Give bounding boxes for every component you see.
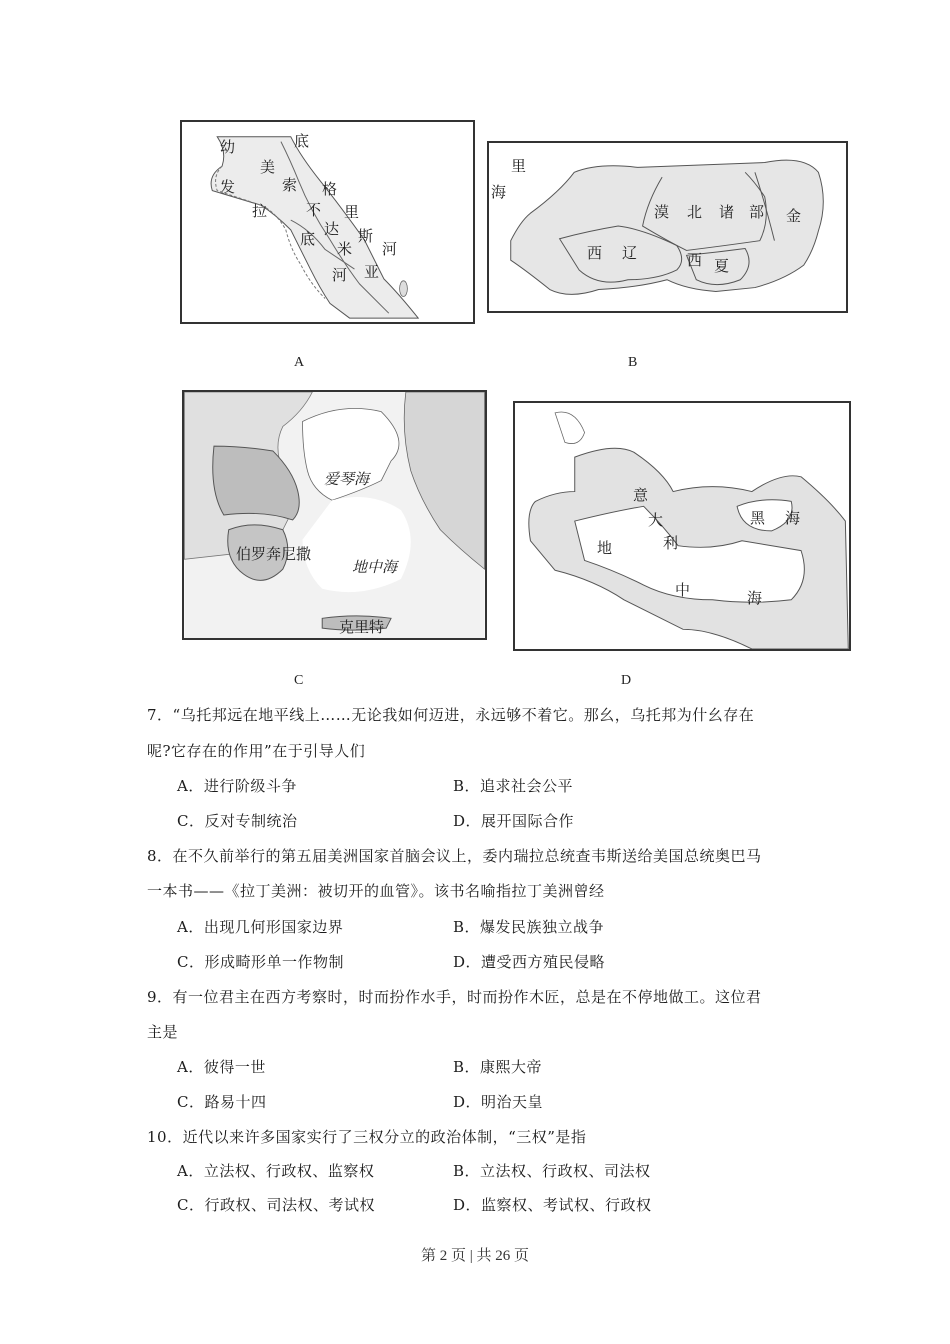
question-9-stem-line-1: 9．有一位君主在西方考察时，时而扮作水手，时而扮作木匠，总是在不停地做工。这位君 [147,988,762,1006]
map-label: 河 [332,266,348,284]
map-label: 意 [633,486,649,504]
page-number-footer: 第 2 页 | 共 26 页 [420,1248,529,1264]
question-7-stem-line-2: 呢?它存在的作用”在于引导人们 [147,742,366,760]
map-label: 部 [749,203,765,221]
question-10-option-c[interactable]: C．行政权、司法权、考试权 [177,1196,375,1214]
map-label: 克里特 [339,618,385,636]
question-9-option-d[interactable]: D．明治天皇 [453,1093,544,1111]
map-caption-b: B [628,355,638,370]
question-9-stem-line-2: 主是 [147,1023,179,1041]
map-label: 爱琴海 [324,470,370,488]
map-label: 达 [324,220,340,238]
question-7-option-a[interactable]: A．进行阶级斗争 [177,777,297,795]
question-9-option-b[interactable]: B．康熙大帝 [453,1058,543,1076]
map-caption-c: C [294,673,304,688]
map-label: 斯 [358,227,374,245]
map-label: 里 [511,157,527,175]
map-b-shapes [489,143,846,311]
map-label: 发 [220,178,236,196]
map-c-shapes [184,392,485,638]
map-label: 地 [597,539,613,557]
map-label: 大 [648,511,664,529]
map-label: 诸 [719,203,735,221]
map-label: 美 [260,158,276,176]
map-label: 底 [294,132,310,150]
question-7-option-c[interactable]: C．反对专制统治 [177,812,298,830]
map-a-mesopotamia [180,120,475,324]
question-10-option-a[interactable]: A．立法权、行政权、监察权 [177,1162,375,1180]
map-b-china [487,141,848,313]
map-label: 中 [675,581,691,599]
map-label: 幼 [220,138,236,156]
map-label: 漠 [654,203,670,221]
map-label: 里 [344,203,360,221]
map-label: 辽 [622,244,638,262]
map-label: 不 [306,201,322,219]
map-label: 亚 [364,263,380,281]
question-9-option-c[interactable]: C．路易十四 [177,1093,267,1111]
map-d-roman-empire [513,401,851,651]
map-label: 海 [491,183,507,201]
map-label: 索 [282,176,298,194]
map-label: 海 [747,589,763,607]
question-7-stem-line-1: 7．“乌托邦远在地平线上……无论我如何迈进，永远够不着它。那幺，乌托邦为什幺存在 [147,706,755,724]
map-label: 海 [785,509,801,527]
map-label: 西 [587,244,603,262]
map-label: 河 [382,240,398,258]
map-caption-d: D [621,673,632,688]
map-label: 底 [300,230,316,248]
map-label: 米 [337,240,353,258]
map-label: 黑 [750,509,766,527]
question-10-option-d[interactable]: D．监察权、考试权、行政权 [453,1196,652,1214]
question-8-option-c[interactable]: C．形成畸形单一作物制 [177,953,344,971]
question-8-stem-line-2: 一本书——《拉丁美洲：被切开的血管》。该书名喻指拉丁美洲曾经 [147,882,605,900]
question-7-option-b[interactable]: B．追求社会公平 [453,777,574,795]
map-label: 地中海 [352,558,398,576]
map-label: 西 [687,251,703,269]
map-label: 格 [322,180,338,198]
question-10-option-b[interactable]: B．立法权、行政权、司法权 [453,1162,651,1180]
map-label: 利 [663,534,679,552]
question-8-option-b[interactable]: B．爆发民族独立战争 [453,918,605,936]
map-c-greece [182,390,487,640]
question-8-option-a[interactable]: A．出现几何形国家边界 [177,918,344,936]
question-9-option-a[interactable]: A．彼得一世 [177,1058,266,1076]
question-8-stem-line-1: 8．在不久前举行的第五届美洲国家首脑会议上，委内瑞拉总统查韦斯送给美国总统奥巴马 [147,847,762,865]
map-caption-a: A [294,355,305,370]
question-10-stem-line-1: 10．近代以来许多国家实行了三权分立的政治体制，“三权”是指 [147,1128,587,1146]
question-7-option-d[interactable]: D．展开国际合作 [453,812,575,830]
map-label: 夏 [714,257,730,275]
map-label: 拉 [252,202,268,220]
question-8-option-d[interactable]: D．遭受西方殖民侵略 [453,953,606,971]
map-label: 金 [786,207,802,225]
map-label: 伯罗奔尼撒 [236,545,312,563]
map-label: 北 [687,203,703,221]
